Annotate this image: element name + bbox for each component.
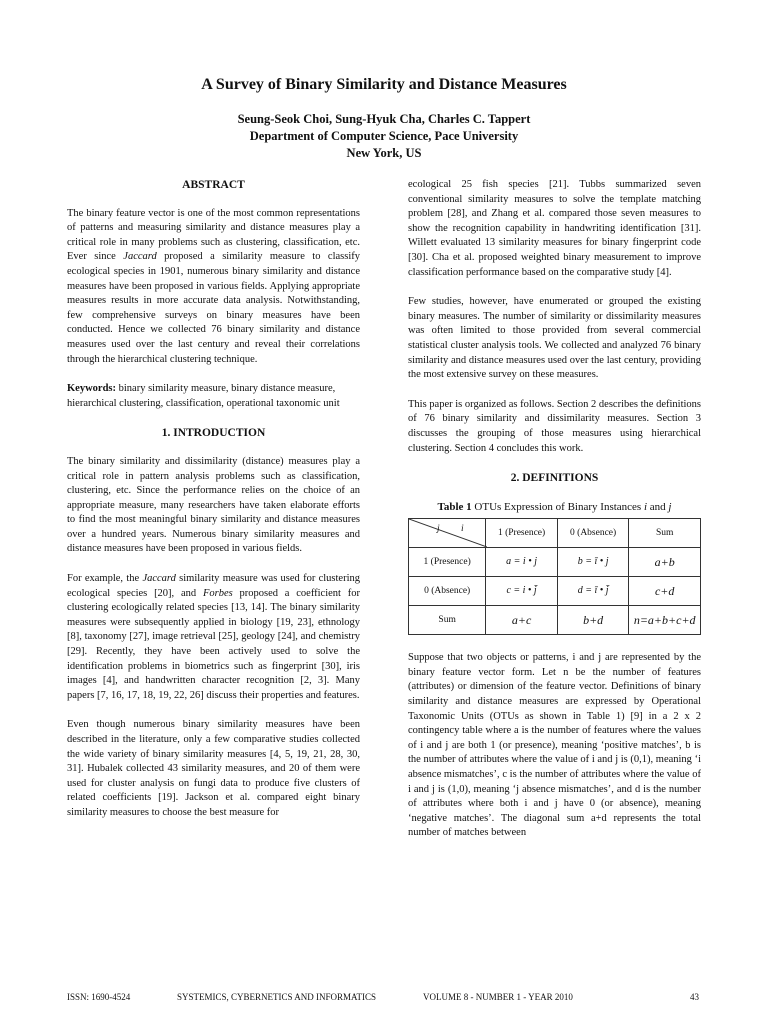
table-cell: b+d — [557, 606, 629, 635]
table-caption: Table 1 OTUs Expression of Binary Instances i and j — [437, 500, 672, 513]
table-corner-cell — [409, 519, 486, 548]
table-row — [409, 577, 701, 606]
row-label: 1 (Presence) — [409, 548, 486, 577]
table-cell: a+c — [486, 606, 558, 635]
author-list: Seung-Seok Choi, Sung-Hyuk Cha, Charles C. Tappert — [237, 112, 531, 126]
definitions-heading: 2. DEFINITIONS — [510, 472, 599, 485]
intro-paragraph-1: The binary similarity and dissimilarity (distance) measures play a critical role in pattern analysis problems such as classification, clustering, etc. Since the performance relies on the choice of an appropriate measure, many researchers have taken elaborate efforts to find the most meaningful binary similarity and distance measures over a hundred years. Numerous binary similarity measures and distance measures have been proposed in various fields. — [67, 455, 360, 555]
table-cell: b = ī • j — [557, 548, 629, 577]
footer-issn: ISSN: 1690-4524 — [67, 992, 131, 1002]
keywords: Keywords: binary similarity measure, binary distance measure, hierarchical clustering, classification, operational taxonomic unit — [67, 383, 340, 409]
table-header-row — [409, 519, 701, 548]
intro-paragraph-5: This paper is organized as follows. Section 2 describes the definitions of 76 binary similarity and dissimilarity measures. Section 3 discusses the grouping of those measures using hierarchical clustering. Section 4 concludes this work. — [408, 398, 701, 454]
table-cell: n=a+b+c+d — [629, 606, 701, 635]
column-header: 0 (Absence) — [557, 519, 629, 548]
right-column — [408, 178, 701, 856]
column-header: Sum — [629, 519, 701, 548]
abstract-text: The binary feature vector is one of the most common representations of patterns and measuring similarity and distance measures play a critical role in many problems such as clustering, classification, etc. Ever since Jaccard proposed a similarity measure to classify ecological species in 1901, numerous binary similarity and distance measures have been proposed in various fields. Applying appropriate measures results in more accurate data analysis. Notwithstanding, few comprehensive surveys on binary measures have been conducted. Hence we collected 76 binary similarity and distance measures used over the last century and reveal their correlations through the hierarchical clustering technique. — [67, 207, 360, 365]
paper-title: A Survey of Binary Similarity and Distance Measures — [201, 76, 567, 93]
row-label: Sum — [409, 606, 486, 635]
affiliation: Department of Computer Science, Pace University — [249, 129, 519, 143]
abstract-heading: ABSTRACT — [182, 179, 245, 191]
row-label: 0 (Absence) — [409, 577, 486, 606]
diagonal-line — [409, 519, 487, 547]
column-header: 1 (Presence) — [486, 519, 558, 548]
intro-paragraph-4: Few studies, however, have enumerated or grouped the existing binary measures. The number of similarity or dissimilarity measures was often limited to those provided from several commercial statistical cluster analysis tools. We collected and analyzed 76 binary similarity and distance measures used over the last century, providing the most extensive survey on these measures. — [408, 296, 701, 381]
table-cell: a = i • j — [486, 548, 558, 577]
footer-journal: SYSTEMICS, CYBERNETICS AND INFORMATICS — [177, 992, 377, 1002]
table-cell: a+b — [629, 548, 701, 577]
table-row — [409, 606, 701, 635]
table-row — [409, 548, 701, 577]
page-number: 43 — [690, 992, 699, 1002]
corner-j-label: j — [437, 524, 440, 535]
footer-volume: VOLUME 8 - NUMBER 1 - YEAR 2010 — [423, 992, 573, 1002]
introduction-heading: 1. INTRODUCTION — [161, 427, 266, 440]
intro-paragraph-2: For example, the Jaccard similarity measure was used for clustering ecological species [20], and Forbes proposed a coefficient for clustering ecologically related species [13, 14]. The binary similarity measures were subsequently applied in biology [19, 23], ethnology [8], taxonomy [27], image retrieval [25], geology [24], and chemistry [29]. Recently, they have been actively used to solve the identification problems in biometrics such as fingerprint [30], iris images [4], and handwritten character recognition [2, 3]. Many papers [7, 16, 17, 18, 19, 22, 26] discuss their properties and features. — [67, 573, 361, 701]
otu-table — [408, 518, 701, 635]
table-cell: d = ī • j̄ — [557, 577, 629, 606]
location: New York, US — [346, 146, 422, 160]
table-cell: c+d — [629, 577, 701, 606]
corner-i-label: i — [461, 524, 464, 535]
intro-paragraph-3: Even though numerous binary similarity measures have been described in the literature, only a few comparative studies collected the wide variety of binary similarity measures [4, 5, 19, 21, 28, 30, 31]. Hubalek collected 43 similarity measures, and 20 of them were used for cluster analysis on fungi data to produce five clusters of related coefficients [19]. Jackson et al. compared eight binary similarity measures to choose the best measure for — [67, 719, 360, 818]
table-cell: c = i • j̄ — [486, 577, 558, 606]
intro-paragraph-3-continued: ecological 25 fish species [21]. Tubbs summarized seven conventional similarity measures to solve the template matching problem [28], and Zhang et al. compared those seven measures to show the recognition capability in handwriting identification [31]. Willett evaluated 13 similarity measures for binary fingerprint code [30]. Cha et al. proposed weighted binary measurement to improve classification performance based on the comparative study [4]. — [408, 179, 701, 278]
definitions-paragraph-1: Suppose that two objects or patterns, i and j are represented by the binary feature vector form. Let n be the number of features (attributes) or dimension of the feature vector. Definitions of binary similarity and distance measures are expressed by Operational Taxonomic Units (OTUs as shown in Table 1) [9] in a 2 x 2 contingency table where a is the number of features where the values of i and j are both 1 (or presence), meaning ‘positive matches’, b is the number of attributes where the value of i and j is (0,1), meaning ‘i absence mismatches’, c is the number of attributes where the value of i and j is (1,0), meaning ‘j absence mismatches’, and d is the number of attributes where both i and j have 0 (or absence), meaning ‘negative matches’. The diagonal sum a+d represents the total number of matches between — [408, 652, 701, 839]
left-column — [67, 178, 360, 836]
